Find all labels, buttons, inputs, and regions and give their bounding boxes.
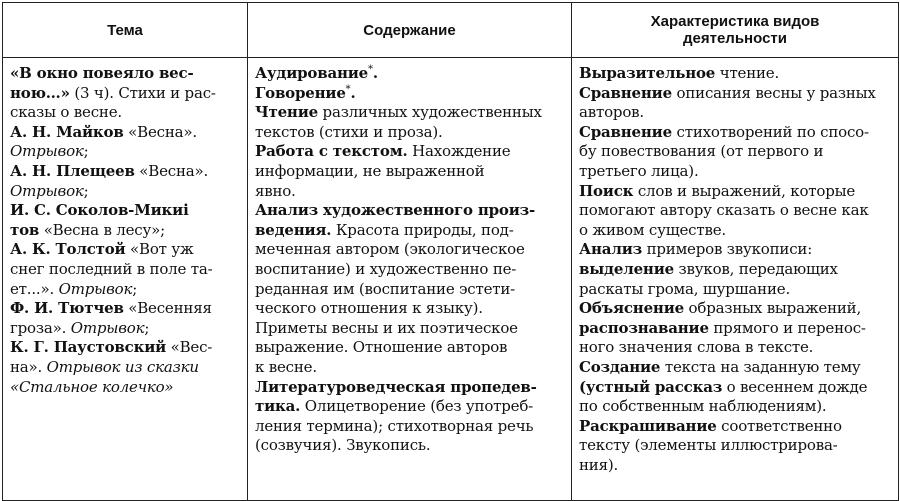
content-line: Анализ художественного произ- [255, 201, 536, 220]
content-line: Литературоведческая пропедев- [255, 377, 537, 396]
content-line: (созвучия). Звукопись. [255, 436, 431, 455]
activity-line: Создание текста на заданную тему [579, 357, 861, 376]
activity-line: Объяснение образных выражений, [579, 299, 862, 318]
header-activities-line1: Характеристика видов [650, 13, 820, 30]
topic-line: Отрывок; [10, 181, 89, 200]
content-line: ления термина); стихотворная речь [255, 416, 534, 435]
topic-line: А. Н. Плещеев «Весна». [10, 161, 209, 180]
activity-line: о живом существе. [579, 220, 726, 239]
header-topic: Тема [3, 3, 248, 58]
content-cell [248, 58, 572, 501]
activity-line: Выразительное чтение. [579, 64, 780, 82]
activity-line: распознавание прямого и перенос- [579, 318, 866, 337]
activity-line: раскаты грома, шуршание. [579, 279, 791, 298]
activity-line: тексту (элементы иллюстрирова- [579, 436, 838, 455]
activity-line: ния). [579, 455, 619, 474]
activity-line: Раскрашивание соответственно [579, 416, 842, 435]
topic-line: К. Г. Паустовский «Вес- [10, 338, 213, 357]
topic-line: гроза». Отрывок; [10, 318, 150, 337]
activity-line: помогают автору сказать о весне как [579, 201, 869, 220]
activity-line: Анализ примеров звукописи: [579, 240, 813, 259]
content-line: Чтение различных художественных [255, 103, 542, 122]
activity-line: по собственным наблюдениям). [579, 397, 827, 416]
activity-line: бу повествования (от первого и [579, 142, 824, 161]
content-line: ческого отношения к языку). [255, 299, 483, 318]
content-line: Работа с текстом. Нахождение [255, 142, 511, 161]
content-line: информации, не выраженной [255, 161, 485, 180]
topic-line: А. К. Толстой «Вот уж [10, 240, 194, 259]
topic-line: сказы о весне. [10, 103, 122, 122]
topic-line: Ф. И. Тютчев «Весенняя [10, 299, 212, 318]
topic-line: А. Н. Майков «Весна». [10, 122, 197, 141]
content-line: Говорение*. [255, 83, 356, 102]
topic-line: И. С. Соколов-Микиi [10, 201, 189, 220]
header-activities-line2: деятельности [683, 30, 787, 47]
content-line: Аудирование*. [255, 64, 378, 82]
header-content: Содержание [248, 3, 572, 58]
topic-line: «Стальное колечко» [10, 377, 174, 396]
activity-line: третьего лица). [579, 161, 699, 180]
topic-line: «В окно повеяло вес- [10, 64, 194, 82]
header-activities [572, 3, 899, 58]
activity-line: Поиск слов и выражений, которые [579, 181, 856, 200]
activity-line: Сравнение стихотворений по спосо- [579, 122, 869, 141]
topic-line: тов «Весна в лесу»; [10, 220, 165, 239]
activity-line: ного значения слова в тексте. [579, 338, 814, 357]
topic-line: ною…» (3 ч). Стихи и рас- [10, 83, 216, 102]
content-line: выражение. Отношение авторов [255, 338, 508, 357]
content-line: меченная автором (экологическое [255, 240, 525, 259]
content-line: воспитание) и художественно пе- [255, 259, 517, 278]
topic-line: Отрывок; [10, 142, 89, 161]
content-line: ведения. Красота природы, под- [255, 220, 514, 239]
content-line: реданная им (воспитание эстети- [255, 279, 516, 298]
activities-cell [572, 58, 899, 501]
content-line: тика. Олицетворение (без употреб- [255, 397, 534, 416]
content-line: к весне. [255, 357, 317, 376]
activity-line: (устный рассказ о весеннем дожде [579, 377, 868, 396]
activity-line: выделение звуков, передающих [579, 259, 838, 278]
content-line: текстов (стихи и проза). [255, 122, 443, 141]
table-row [3, 58, 899, 501]
topic-line: на». Отрывок из сказки [10, 357, 199, 376]
topic-line: ет...». Отрывок; [10, 279, 138, 298]
lesson-plan-table [2, 2, 899, 501]
activity-line: авторов. [579, 103, 644, 122]
content-line: Приметы весны и их поэтическое [255, 318, 518, 337]
activity-line: Сравнение описания весны у разных [579, 83, 876, 102]
topic-cell [3, 58, 248, 501]
header-row [3, 3, 899, 58]
topic-line: снег последний в поле та- [10, 259, 213, 278]
content-line: явно. [255, 181, 296, 200]
